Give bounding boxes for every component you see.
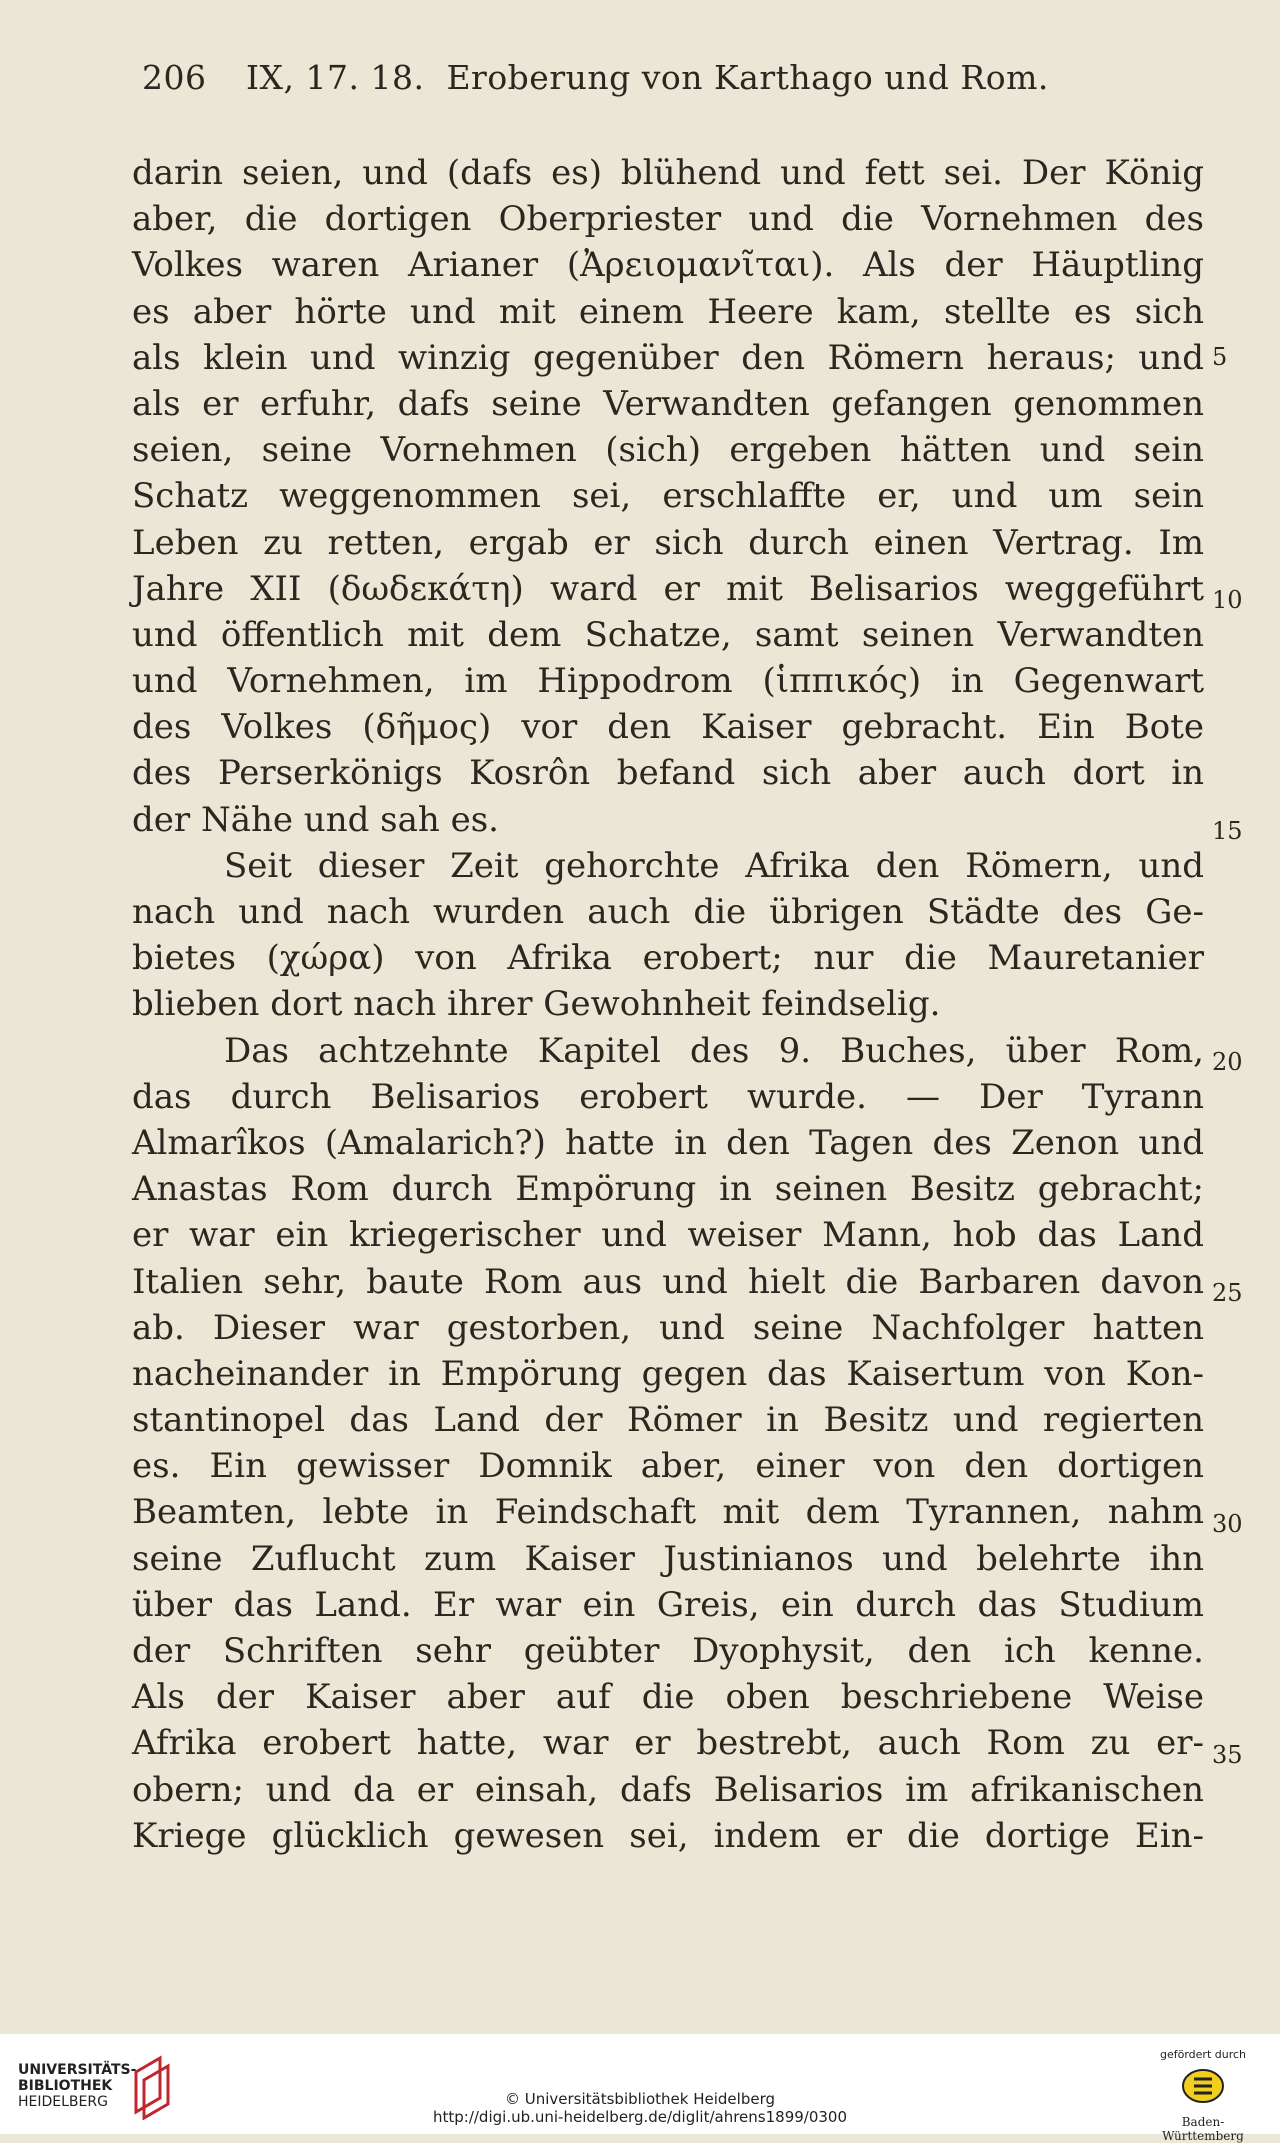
funder-block [1148,2048,1258,2143]
line-number: 5 [1212,343,1228,371]
line-number: 30 [1212,1510,1243,1538]
text-line: nach und nach wurden auch die übrigen Städte des Ge- [132,892,1204,932]
text-line: Als der Kaiser aber auf die oben beschriebene Weise [132,1677,1204,1718]
text-line: stantinopel das Land der Römer in Besitz und regierten [132,1400,1204,1441]
text-line: obern; und da er einsah, dafs Belisarios im afrikanischen [132,1769,1204,1810]
text-line: des Perserkönigs Kosrôn befand sich aber auch dort in [132,753,1204,794]
permalink[interactable]: http://digi.ub.uni-heidelberg.de/diglit/ahrens1899/0300 [432,2108,848,2126]
text-line: des Volkes (δῆμος) vor den Kaiser gebracht. Ein Bote [132,707,1204,748]
chapter-reference: IX, 17. 18. [246,58,425,97]
text-line: als er erfuhr, dafs seine Verwandten gefangen genommen [132,383,1204,424]
text-line: bietes (χώρα) von Afrika erobert; nur die Mauretanier [132,938,1204,979]
text-line: und öffentlich mit dem Schatze, samt seinen Verwandten [132,614,1204,655]
text-line: Volkes waren Arianer (Ἀρειομανῖται). Als der Häuptling [132,245,1204,286]
page-number: 206 [142,58,207,97]
text-line: Afrika erobert hatte, war er bestrebt, auch Rom zu er- [132,1723,1204,1764]
text-line: er war ein kriegerischer und weiser Mann, hob das Land [132,1215,1204,1256]
text-line: Seit dieser Zeit gehorchte Afrika den Römern, und [224,845,1204,886]
copyright-notice [0,2090,1280,2126]
line-number: 15 [1212,817,1243,845]
text-line: ab. Dieser war gestorben, und seine Nachfolger hatten [132,1307,1204,1348]
text-line: Italien sehr, baute Rom aus und hielt die Barbaren davon [132,1261,1204,1302]
text-line: Leben zu retten, ergab er sich durch einen Vertrag. Im [132,522,1204,563]
text-line: Kriege glücklich gewesen sei, indem er die dortige Ein- [132,1815,1204,1856]
text-line: und Vornehmen, im Hippodrom (ἱππικός) in Gegenwart [132,661,1204,702]
line-number: 25 [1212,1279,1243,1307]
text-line: nacheinander in Empörung gegen das Kaisertum von Kon- [132,1353,1204,1394]
text-line: der Nähe und sah es. [132,799,499,840]
text-line: es. Ein gewisser Domnik aber, einer von den dortigen [132,1446,1204,1487]
text-line: blieben dort nach ihrer Gewohnheit feindselig. [132,984,941,1025]
line-number: 35 [1212,1741,1243,1769]
digitization-footer [0,2034,1280,2143]
state-seal-icon [1176,2065,1230,2107]
funder-name: Baden-Württemberg [1162,2115,1244,2143]
library-name-line2: BIBLIOTHEK [18,2078,113,2094]
copyright-text: © Universitätsbibliothek Heidelberg [504,2090,775,2108]
text-line: über das Land. Er war ein Greis, ein durch das Studium [132,1584,1204,1625]
text-line: Almarîkos (Amalarich?) hatte in den Tagen des Zenon und [132,1122,1204,1163]
text-line: aber, die dortigen Oberpriester und die Vornehmen des [132,199,1204,240]
library-name-line3: HEIDELBERG [18,2094,108,2110]
text-line: seien, seine Vornehmen (sich) ergeben hätten und sein [132,430,1204,471]
text-line: Anastas Rom durch Empörung in seinen Besitz gebracht; [132,1169,1204,1210]
chapter-heading-line: Das achtzehnte Kapitel des 9. Buches, über Rom, [224,1030,1204,1071]
text-line: Schatz weggenommen sei, erschlaffte er, und um sein [132,476,1204,517]
line-number: 10 [1212,586,1243,614]
page-title: Eroberung von Karthago und Rom. [446,58,1049,97]
text-line: das durch Belisarios erobert wurde. — Der Tyrann [132,1076,1204,1117]
text-line: darin seien, und (dafs es) blühend und fett sei. Der König [132,153,1204,193]
body-text [132,150,1204,1859]
line-number: 20 [1212,1048,1243,1076]
funded-by-label: gefördert durch [1159,2048,1247,2061]
text-line: der Schriften sehr geübter Dyophysit, den ich kenne. [132,1631,1204,1671]
text-line: Beamten, lebte in Feindschaft mit dem Tyrannen, nahm [132,1492,1204,1533]
library-name-line1: UNIVERSITÄTS- [18,2062,137,2078]
running-header [142,58,1202,108]
text-line: seine Zuflucht zum Kaiser Justinianos und belehrte ihn [132,1538,1204,1579]
text-line: Jahre XII (δωδεκάτη) ward er mit Belisarios weggeführt [132,568,1204,609]
text-line: als klein und winzig gegenüber den Römern heraus; und [132,337,1204,378]
text-line: es aber hörte und mit einem Heere kam, stellte es sich [132,291,1204,332]
